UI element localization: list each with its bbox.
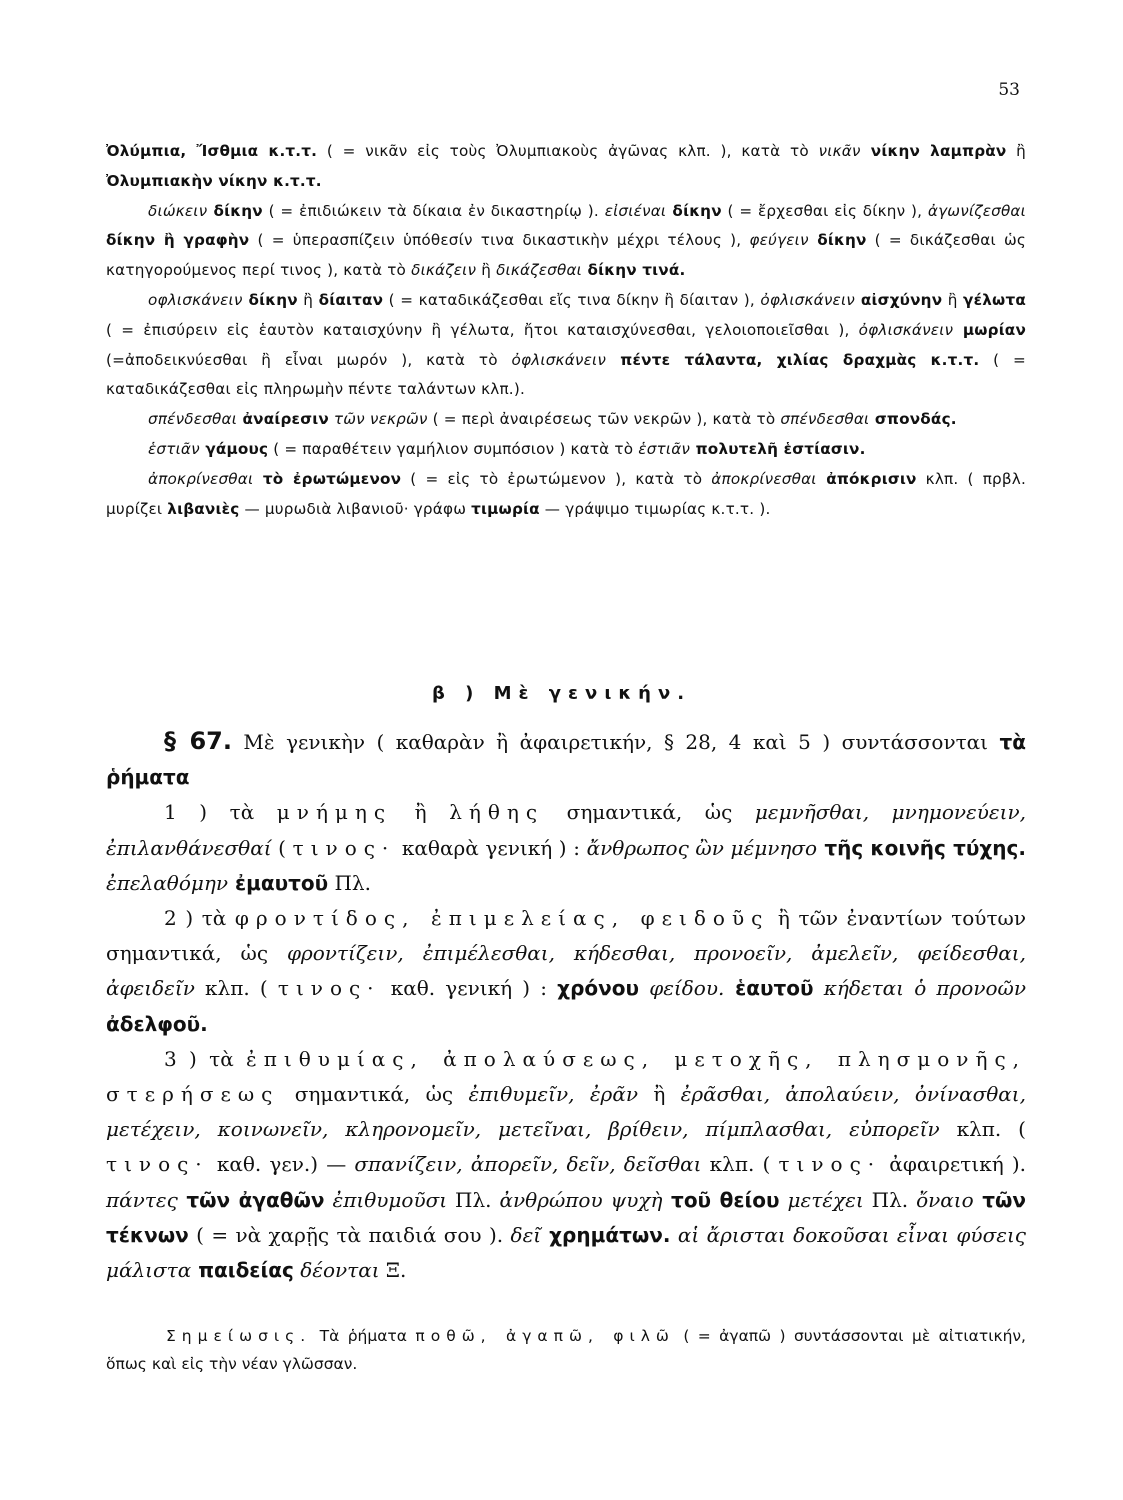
page-number: 53 (998, 80, 1020, 100)
bold-term: τὸ ἐρωτώμενον (253, 469, 402, 488)
text-span: Πλ. (863, 1187, 917, 1212)
text-span: ἢ (392, 800, 450, 825)
spaced-term: ποθῶ, ἀγαπῶ, φιλῶ (415, 1327, 675, 1345)
text-span: ( = περὶ ἀναιρέσεως τῶν νεκρῶν ), κατὰ τὸ (427, 410, 781, 429)
bold-term: δίκην (808, 231, 867, 250)
text-span: 3 ) τὰ (164, 1046, 247, 1071)
italic-term: ὀφλισκάνειν (760, 290, 855, 309)
italic-term: ἐπιθυμοῦσι (332, 1187, 448, 1212)
bold-term: Ὀλυμπιακὴν νίκην κ.τ.τ. (106, 171, 322, 190)
bold-term: δίκην τινά. (582, 261, 686, 280)
text-span: — γράψιμο τιμωρίας κ.τ.τ. ). (539, 499, 771, 518)
bold-term: νίκην λαμπρὰν (860, 142, 1007, 160)
text-span (639, 976, 649, 1000)
italic-term: εἰσιέναι (604, 201, 667, 220)
bold-term: τοῦ θείου (662, 1187, 780, 1212)
note-section (106, 1322, 1026, 1378)
bold-term: πέντε τάλαντα, χιλίας δραχμὰς κ.τ.τ. (606, 350, 980, 369)
text-span: ( = νικᾶν εἰς τοὺς Ὀλυμπιακοὺς ἀγῶνας κλπ. ), κατὰ τὸ (317, 142, 819, 160)
spaced-term: λήθης (449, 800, 545, 825)
text-span: Τὰ ῥήματα (311, 1327, 416, 1345)
text-span: ( = καταδικάζεσθαι εἰς πληρωμὴν πέντε ταλάντων κλπ.). (106, 350, 1026, 399)
bold-term: λιβανιὲς (167, 499, 240, 518)
text-span: ( = ἐπιδιώκειν τὰ δίκαια ἐν δικαστηρίῳ ). (262, 201, 605, 220)
italic-term: ἀγωνίζεσθαι (927, 201, 1026, 220)
text-span: ἢ (476, 261, 497, 280)
bold-term: μωρίαν (953, 320, 1026, 339)
bold-term: Ὀλύμπια, Ἴσθμια κ.τ.τ. (106, 142, 318, 160)
paragraph (106, 901, 1026, 1042)
note-label: Σημείωσις. (166, 1327, 312, 1345)
text-span: ( = ἐπισύρειν εἰς ἑαυτὸν καταισχύνην ἢ γέλωτα, ἤτοι καταισχύνεσθαι, γελοιοποιεῖσθαι ), (106, 320, 859, 339)
spaced-term: ἐπιθυμίας, ἀπολαύσεως, μετοχῆς, πλησμονῆς, στερήσεως (106, 1046, 1027, 1107)
bold-term: δίκην (242, 290, 298, 309)
bold-term: σπονδάς. (869, 410, 957, 429)
section-number: § 67. (164, 727, 232, 755)
italic-term: ὄναιο (916, 1187, 974, 1212)
spaced-term: τινος· (277, 976, 381, 1001)
paragraph (106, 137, 1026, 197)
italic-term: νικᾶν (818, 142, 861, 160)
text-span: ( (271, 835, 293, 860)
bold-term: ἀδελφοῦ. (106, 1011, 208, 1036)
text-span: κλπ. ( πρβλ. μυρίζει (106, 469, 1026, 518)
italic-term: ἐρᾶσθαι, ἀπολαύειν, ὀνίνασθαι, μετέχειν, κοινωνεῖν, κληρονομεῖν, μετεῖναι, βρίθειν, πίμπλασθαι, εὐπορεῖν (106, 1082, 1026, 1142)
paragraph (106, 286, 1026, 405)
italic-term: δεῖ (510, 1222, 542, 1247)
bold-term: χρημάτων. (541, 1222, 671, 1247)
bold-term: τὰ ῥήματα (106, 730, 1026, 790)
examples-section (106, 137, 1026, 524)
text-span: ( = παραθέτειν γαμήλιον συμπόσιον ) κατὰ τὸ (268, 439, 639, 458)
italic-term: ἐπελαθόμην (106, 870, 229, 895)
text-span (325, 1188, 333, 1212)
text-span: Μὲ γενικὴν ( καθαρὰν ἢ ἀφαιρετικήν, § 28, 4 καὶ 5 ) συντάσσονται (231, 730, 1000, 754)
paragraph (106, 724, 1026, 795)
italic-term: φεύγειν (749, 231, 809, 250)
italic-term: κήδεται ὁ προνοῶν (823, 976, 1027, 1001)
bold-term: πολυτελῆ ἑστίασιν. (690, 439, 866, 458)
bold-term: χρόνου (557, 976, 639, 1001)
bold-term: παιδείας (191, 1258, 294, 1283)
italic-term: ἀνθρώπου ψυχὴ (499, 1187, 663, 1212)
text-span: ( = ἔρχεσθαι εἰς δίκην ), (721, 201, 928, 220)
text-span: — μυρωδιὰ λιβανιοῦ· γράφω (239, 499, 472, 518)
text-span (670, 1223, 677, 1247)
bold-term: ἐμαυτοῦ (228, 870, 329, 895)
text-span (814, 976, 824, 1000)
bold-term: ἑαυτοῦ (724, 976, 814, 1001)
text-span: καθαρὰ γενική ) : (395, 835, 587, 860)
bold-term: δίκην ἢ γραφὴν (106, 231, 250, 250)
paragraph (106, 1042, 1026, 1288)
text-span: σημαντικά, ὡς (279, 1082, 469, 1107)
bold-term: τῶν ἀγαθῶν (177, 1187, 325, 1212)
italic-term: ἑστιᾶν (638, 439, 691, 458)
note-paragraph (106, 1322, 1026, 1378)
text-span: (=ἀποδεικνύεσθαι ἢ εἶναι μωρόν ), κατὰ τὸ (106, 350, 512, 369)
italic-term: οφλισκάνειν (148, 290, 243, 309)
bold-term: δίκην (666, 201, 722, 220)
italic-term: τῶν νεκρῶν (328, 410, 428, 429)
italic-term: μεμνῆσθαι, μνημονεύειν, ἐπιλανθάνεσθαί (106, 800, 1027, 860)
text-span: ( = ὑπερασπίζειν ὑπόθεσίν τινα δικαστικὴν μέχρι τέλους ), (249, 231, 750, 250)
spaced-term: μνήμης (276, 800, 393, 825)
italic-term: φροντίζειν, ἐπιμέλεσθαι, κήδεσθαι, προνοεῖν, ἀμελεῖν, φείδεσθαι, ἀφειδεῖν (106, 941, 1026, 1001)
italic-term: αἱ ἄρισται δοκοῦσαι εἶναι φύσεις μάλιστα (106, 1222, 1026, 1283)
italic-term: φείδου. (649, 976, 725, 1001)
text-span: σημαντικά, ὡς (544, 800, 755, 825)
italic-term: ἄνθρωπος ὢν μέμνησο (586, 835, 818, 860)
paragraph (106, 405, 1026, 435)
text-span: καθ. γενική ) : (380, 976, 558, 1001)
text-span: ( = δικάζεσθαι ὡς κατηγορούμενος περί τινος ), κατὰ τὸ (106, 231, 1026, 280)
italic-term: σπανίζειν, ἀπορεῖν, δεῖν, δεῖσθαι (354, 1152, 702, 1177)
text-span: Ξ. (379, 1258, 407, 1283)
bold-term: τῆς κοινῆς τύχης. (817, 835, 1026, 860)
text-span: Πλ. (328, 870, 371, 895)
italic-term: ἑστιᾶν (148, 439, 200, 458)
text-span: ἢ (297, 290, 319, 309)
bold-term: τῶν τέκνων (106, 1187, 1027, 1247)
italic-term: δέονται (300, 1258, 380, 1283)
paragraph (106, 435, 1026, 465)
text-span: ἢ τῶν ἐναντίων τούτων σημαντικά, ὡς (106, 906, 1026, 966)
italic-term: ἐπιθυμεῖν, ἐρᾶν (468, 1082, 638, 1107)
text-span: ἀφαιρετική ). (881, 1152, 1027, 1177)
text-span: 2 ) τὰ (164, 906, 235, 931)
text-span: ( = εἰς τὸ ἐρωτώμενον ), κατὰ τὸ (401, 469, 712, 488)
spaced-term: τινος· (292, 835, 396, 860)
paragraph-67-section (106, 724, 1026, 1288)
bold-term: γέλωτα (963, 290, 1026, 309)
paragraph (106, 465, 1026, 525)
text-span: καθ. γεν.) — (208, 1152, 355, 1177)
italic-term: δικάζειν (411, 261, 477, 280)
italic-term: ὀφλισκάνειν (858, 320, 954, 339)
italic-term: σπένδεσθαι (780, 410, 870, 429)
italic-term: μετέχει (787, 1187, 864, 1212)
paragraph (106, 795, 1026, 901)
spaced-term: τινος· (106, 1152, 209, 1177)
text-span: ἢ (1006, 142, 1026, 160)
italic-term: δικάζεσθαι (496, 261, 582, 280)
italic-term: ἀποκρίνεσθαι (148, 469, 254, 488)
bold-term: αἰσχύνην (854, 290, 943, 309)
text-span: κλπ. ( (939, 1117, 1026, 1142)
italic-term: ὀφλισκάνειν (511, 350, 607, 369)
bold-term: γάμους (199, 439, 269, 458)
text-span: ( = ἀγαπῶ ) συντάσσονται μὲ αἰτιατικήν, ὅπως καὶ εἰς τὴν νέαν γλῶσσαν. (106, 1327, 1026, 1373)
text-span: 1 ) τὰ (164, 800, 277, 825)
spaced-term: φροντίδος, ἐπιμελείας, φειδοῦς (234, 906, 770, 931)
text-span: κλπ. ( (701, 1152, 779, 1177)
bold-term: ἀπόκρισιν (816, 469, 917, 488)
section-subheading: β ) Μὲ γενικήν. (431, 683, 692, 704)
text-span: ( = καταδικάζεσθαι εἴς τινα δίκην ἢ δίαιταν ), (383, 290, 761, 309)
text-span: Πλ. (447, 1187, 500, 1212)
bold-term: τιμωρία (471, 499, 540, 518)
text-span: ( = νὰ χαρῇς τὰ παιδιά σου ). (188, 1222, 511, 1247)
bold-term: ἀναίρεσιν (237, 410, 329, 429)
text-span: ἢ (637, 1082, 681, 1107)
text-span: κλπ. ( (194, 976, 278, 1001)
text-span: ἢ (942, 290, 964, 309)
italic-term: σπένδεσθαι (148, 410, 238, 429)
italic-term: πάντες (106, 1187, 178, 1212)
bold-term: δίκην (207, 201, 263, 220)
bold-term: δίαιταν (318, 290, 384, 309)
italic-term: διώκειν (148, 201, 208, 220)
spaced-term: τινος· (778, 1152, 882, 1177)
italic-term: ἀποκρίνεσθαι (711, 469, 817, 488)
paragraph (106, 197, 1026, 286)
